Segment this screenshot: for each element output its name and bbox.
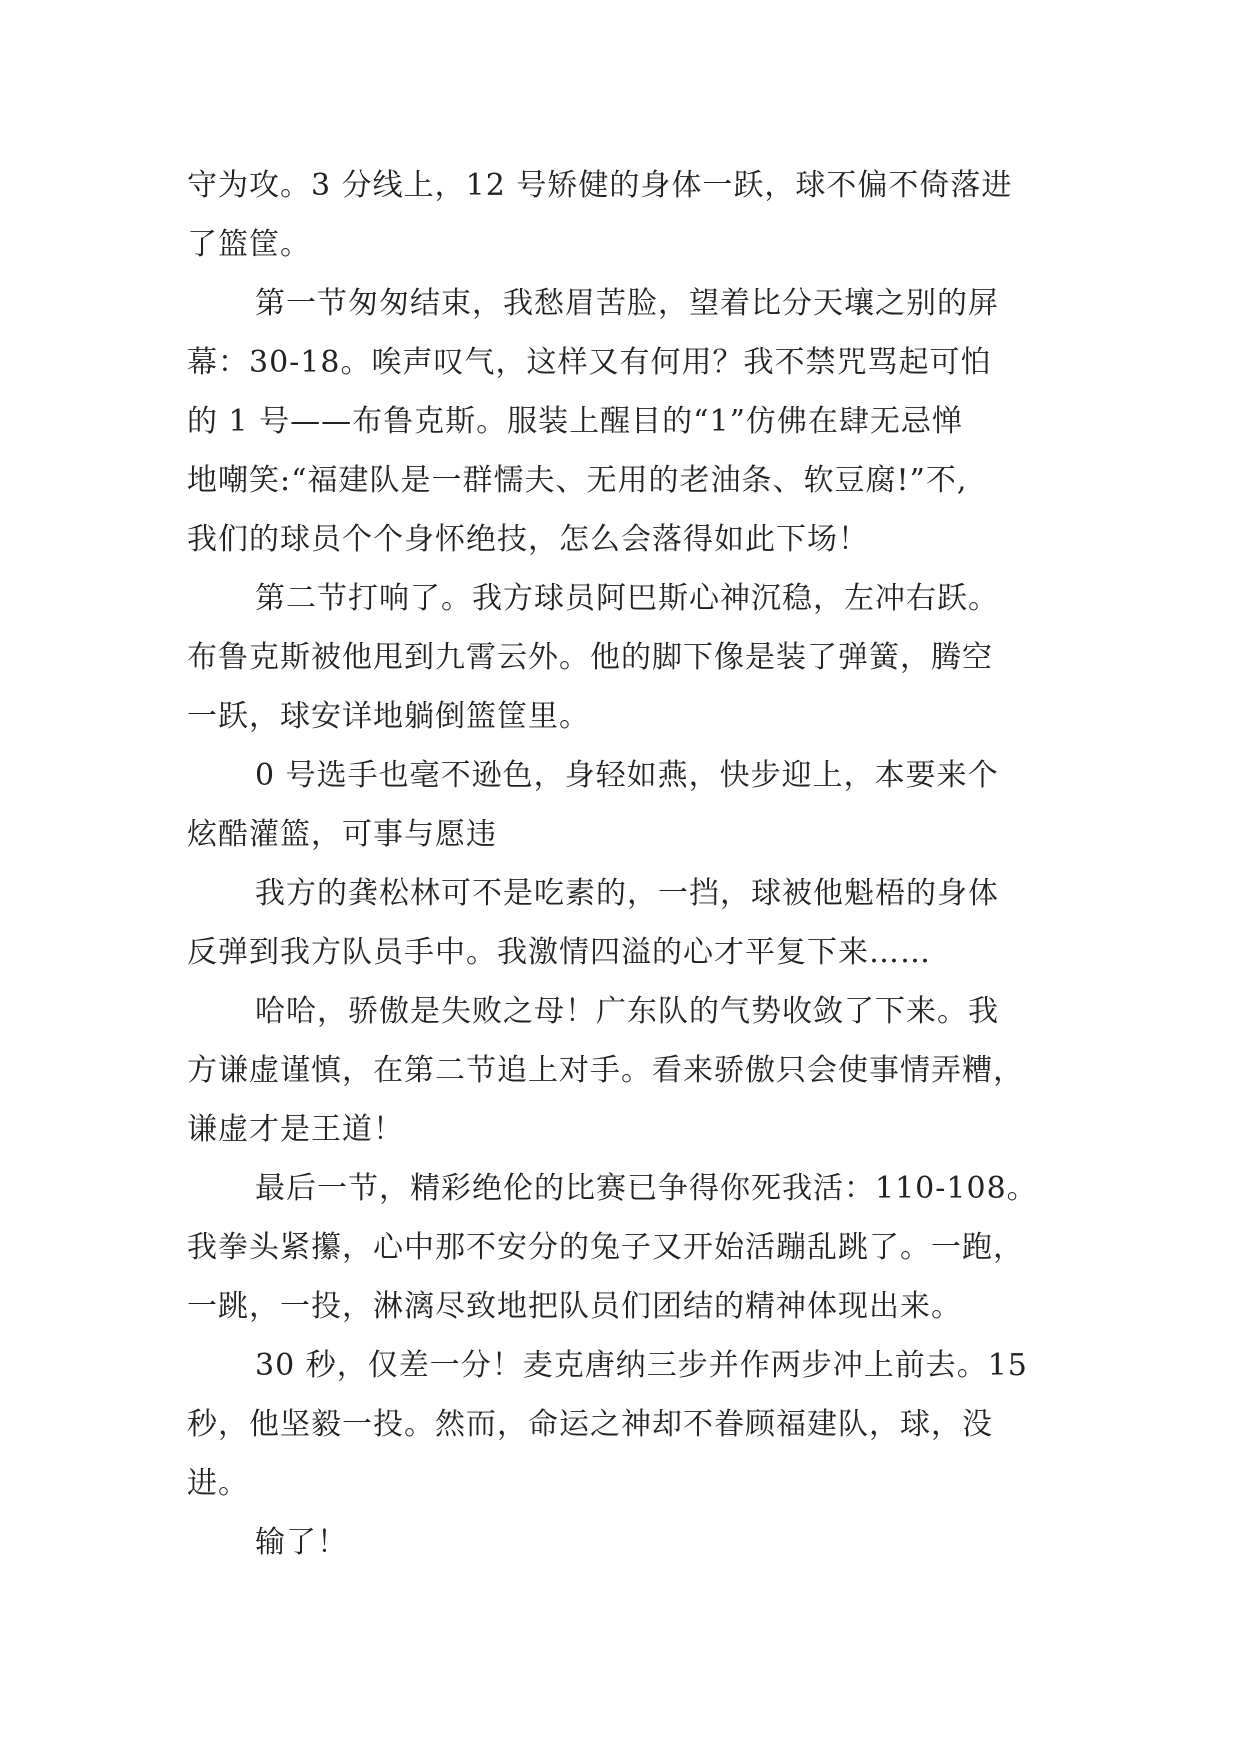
text-line: 最后一节，精彩绝伦的比赛已争得你死我活：110-108。 <box>255 1171 1038 1206</box>
text-line: 反弹到我方队员手中。我激情四溢的心才平复下来…… <box>187 935 931 970</box>
text-line: 我拳头紧攥，心中那不安分的兔子又开始活蹦乱跳了。一跑， <box>187 1230 1024 1265</box>
text-line: 幕：30-18。唉声叹气，这样又有何用？我不禁咒骂起可怕 <box>187 345 992 380</box>
text-line: 布鲁克斯被他甩到九霄云外。他的脚下像是装了弹簧，腾空 <box>187 640 993 675</box>
text-line: 0 号选手也毫不逊色，身轻如燕，快步迎上，本要来个 <box>255 758 999 793</box>
text-line: 的 1 号——布鲁克斯。服装上醒目的“1”仿佛在肆无忌惮 <box>187 404 963 439</box>
text-line: 地嘲笑:“福建队是一群懦夫、无用的老油条、软豆腐!”不, <box>187 463 968 498</box>
text-line: 输了！ <box>255 1525 348 1560</box>
text-line: 一跃，球安详地躺倒篮筐里。 <box>187 699 590 734</box>
text-line: 炫酷灌篮，可事与愿违 <box>187 817 497 852</box>
text-line: 第二节打响了。我方球员阿巴斯心神沉稳，左冲右跃。 <box>255 581 999 616</box>
text-line: 了篮筐。 <box>187 227 311 262</box>
document-body <box>187 156 1067 1572</box>
text-line: 谦虚才是王道！ <box>187 1112 404 1147</box>
text-line: 秒，他坚毅一投。然而，命运之神却不眷顾福建队，球，没 <box>187 1407 993 1442</box>
text-line: 哈哈，骄傲是失败之母！广东队的气势收敛了下来。我 <box>255 994 999 1029</box>
text-line: 第一节匆匆结束，我愁眉苦脸，望着比分天壤之别的屏 <box>255 286 999 321</box>
text-line: 方谦虚谨慎，在第二节追上对手。看来骄傲只会使事情弄糟， <box>187 1053 1024 1088</box>
text-line: 一跳，一投，淋漓尽致地把队员们团结的精神体现出来。 <box>187 1289 962 1324</box>
text-line: 进。 <box>187 1466 249 1501</box>
text-line: 我们的球员个个身怀绝技，怎么会落得如此下场！ <box>187 522 869 557</box>
text-line: 30 秒，仅差一分！麦克唐纳三步并作两步冲上前去。15 <box>255 1348 1028 1383</box>
text-line: 守为攻。3 分线上，12 号矫健的身体一跃，球不偏不倚落进 <box>187 168 1013 203</box>
text-line: 我方的龚松林可不是吃素的，一挡，球被他魁梧的身体 <box>255 876 999 911</box>
